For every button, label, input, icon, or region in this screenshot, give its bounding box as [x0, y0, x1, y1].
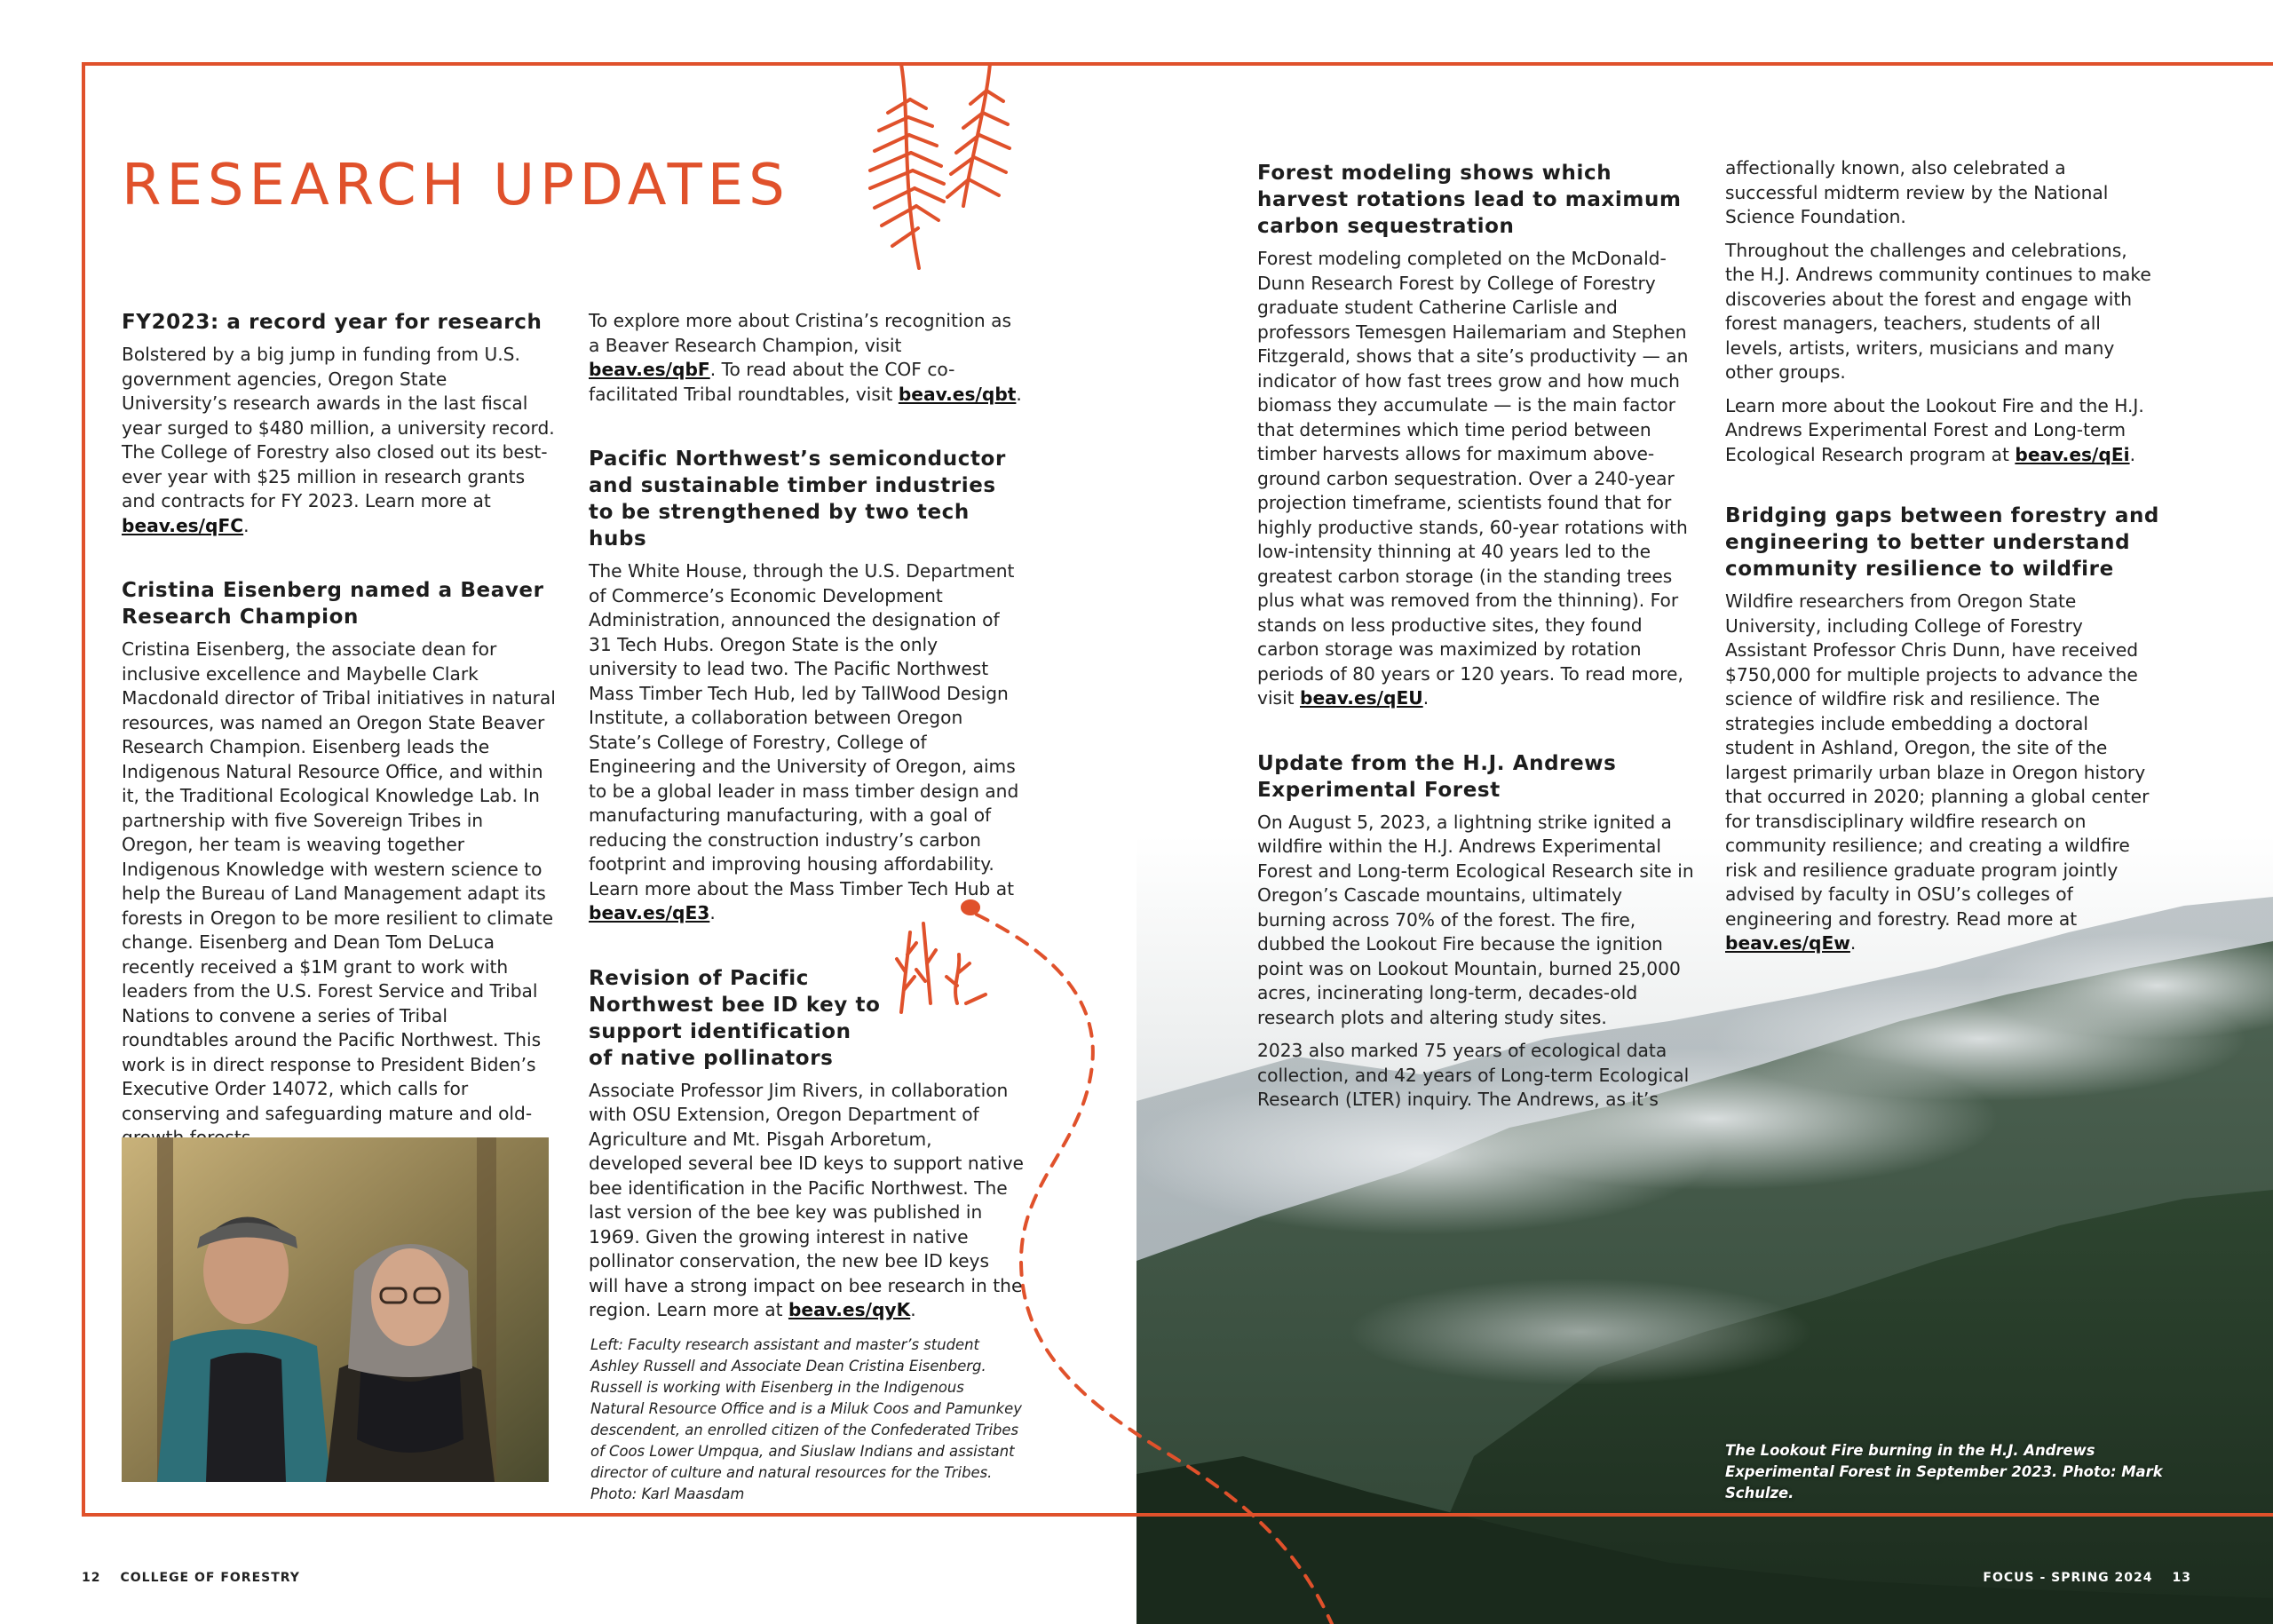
- modeling-body: Forest modeling completed on the McDonald-Dunn Research Forest by College of Forestry graduate student Catherine Carlisle and professors Temesgen Hailemariam and Stephen Fitzgerald, shows that a site’s productivity — an indicator of how fast trees grow and how much biomass they accumulate — is the main factor that determines which time period between timber harvests allows for maximum above-ground carbon sequestration. Over a 240-year projection timeframe, scientists found that for highly productive stands, 60-year rotations with low-intensity thinning at 40 years led to the greatest carbon storage (in the standing trees plus what was removed from the thinning). For stands on less productive sites, they found carbon storage was maximized by rotation periods of 80 years or 120 years. To read more, visit beav.es/qEU.: [1257, 248, 1689, 709]
- andrews-p3: affectionally known, also celebrated a successful midterm review by the National Science Foundation.: [1725, 157, 2109, 227]
- fy2023-heading: FY2023: a record year for research: [122, 311, 543, 334]
- page-number-left: 12: [82, 1571, 101, 1585]
- andrews-p5: Learn more about the Lookout Fire and the H.J. Andrews Experimental Forest and Long-term Ecological Research program at beav.es/qEi.: [1725, 394, 2144, 465]
- techhubs-body: The White House, through the U.S. Department of Commerce’s Economic Development Administration, announced the designation of 31 Tech Hubs. Oregon State is the only university to lead two. The Pacific Northwest Mass Timber Tech Hub, led by TallWood Design Institute, a collaboration between Oregon State’s College of Forestry, College of Engineering and the University of Oregon, aims to be a global leader in mass timber design and manufacturing manufacturing, with a goal of reducing the construction industry’s carbon footprint and improving housing affordability. Learn more about the Mass Timber Tech Hub at beav.es/qE3.: [589, 560, 1019, 923]
- footer-label-right: FOCUS - SPRING 2024: [1983, 1571, 2153, 1585]
- beekey-body: Associate Professor Jim Rivers, in collaboration with OSU Extension, Oregon Department of Agriculture and Mt. Pisgah Arboretum, developed several bee ID keys to support native bee identification in the Pacific Northwest. The last version of the bee key was published in 1969. Given the growing interest in native pollinator conservation, the new bee ID keys will have a strong impact on bee research in the region. Learn more at beav.es/qyK.: [589, 1079, 1024, 1320]
- andrews-p4: Throughout the challenges and celebrations, the H.J. Andrews community continues to make discoveries about the forest and engage with forest managers, teachers, students of all levels, artists, writers, musicians and many other groups.: [1725, 239, 2151, 383]
- techhubs-text: The White House, through the U.S. Department of Commerce’s Economic Development Administration, announced the designation of 31 Tech Hubs. Oregon State is the only university to lead two. The Pacific Northwest Mass Timber Tech Hub, led by TallWood Design Institute, a collaboration between Oregon State’s College of Forestry, College of Engineering and the University of Oregon, aims to be a global leader in mass timber design and manufacturing manufacturing, with a goal of reducing the construction industry’s carbon footprint and improving housing affordability. Learn more about the Mass Timber Tech Hub at: [589, 560, 1019, 899]
- footer-label-left: COLLEGE OF FORESTRY: [120, 1571, 300, 1585]
- andrews-p2: 2023 also marked 75 years of ecological data collection, and 42 years of Long-term Ecological Research (LTER) inquiry. The Andrews, as it’s: [1257, 1040, 1690, 1110]
- column-2: [589, 309, 1024, 1332]
- techhubs-link[interactable]: beav.es/qE3: [589, 902, 710, 923]
- beekey-heading: Revision of Pacific Northwest bee ID key to support identification of native pollinators: [589, 966, 881, 1070]
- eisenberg-link1[interactable]: beav.es/qbF: [589, 359, 710, 380]
- column-1: [122, 309, 557, 1160]
- fy2023-text: Bolstered by a big jump in funding from U.S. government agencies, Oregon State University’s research awards in the last fiscal year surged to $480 million, a university record. The College of Forestry also closed out its best-ever year with $25 million in research grants and contracts for FY 2023. Learn more at: [122, 344, 555, 511]
- eisenberg-cont2: To read about the COF co-facilitated Tribal roundtables, visit: [589, 359, 955, 405]
- modeling-text: Forest modeling completed on the McDonald-Dunn Research Forest by College of Forestry graduate student Catherine Carlisle and professors Temesgen Hailemariam and Stephen Fitzgerald, shows that a site’s productivity — an indicator of how fast trees grow and how much biomass they accumulate — is the main factor that determines which time period between timber harvests allows for maximum above-ground carbon sequestration. Over a 240-year projection timeframe, scientists found that for highly productive stands, 60-year rotations with low-intensity thinning at 40 years led to the greatest carbon storage (in the standing trees plus what was removed from the thinning). For stands on less productive sites, they found carbon storage was maximized by rotation periods of 80 years or 120 years. To read more, visit: [1257, 248, 1689, 709]
- page-title: RESEARCH UPDATES: [122, 153, 790, 218]
- photo-caption-left: Left: Faculty research assistant and master’s student Ashley Russell and Associate Dean Cristina Eisenberg. Russell is working with Eisenberg in the Indigenous Natural Resource Office and is a Miluk Coos and Pamunkey descendent, an enrolled citizen of the Confederated Tribes of Coos Lower Umpqua, and Siuslaw Indians and assistant director of culture and natural resources for the Tribes. Photo: Karl Maasdam: [590, 1336, 1022, 1502]
- footer-left: [82, 1571, 320, 1585]
- cedar-branch-icon: [821, 64, 1034, 273]
- eisenberg-link2[interactable]: beav.es/qbt: [898, 383, 1017, 405]
- beekey-text: Associate Professor Jim Rivers, in collaboration with OSU Extension, Oregon Department of Agriculture and Mt. Pisgah Arboretum, developed several bee ID keys to support native bee identification in the Pacific Northwest. The last version of the bee key was published in 1969. Given the growing interest in native pollinator conservation, the new bee ID keys will have a strong impact on bee research in the region. Learn more at: [589, 1079, 1024, 1320]
- column-3: [1257, 160, 1694, 1121]
- andrews-p1: On August 5, 2023, a lightning strike ignited a wildfire within the H.J. Andrews Experimental Forest and Long-term Ecological Research site in Oregon’s Cascade mountains, ultimately burning across 70% of the forest. The fire, dubbed the Lookout Fire because the ignition point was on Lookout Mountain, burned 25,000 acres, incinerating long-term, decades-old research plots and altering study sites.: [1257, 811, 1694, 1028]
- footer-right: [1963, 1571, 2191, 1585]
- techhubs-heading: Pacific Northwest’s semiconductor and sustainable timber industries to be strengthened by two tech hubs: [589, 448, 1006, 551]
- photo-caption-right: The Lookout Fire burning in the H.J. Andrews Experimental Forest in September 2023. Photo: Mark Schulze.: [1725, 1442, 2163, 1501]
- column-4: [1725, 156, 2162, 965]
- eisenberg-heading: Cristina Eisenberg named a Beaver Research Champion: [122, 579, 544, 629]
- fy2023-body: Bolstered by a big jump in funding from U.S. government agencies, Oregon State University’s research awards in the last fiscal year surged to $480 million, a university record. The College of Forestry also closed out its best-ever year with $25 million in research grants and contracts for FY 2023. Learn more at beav.es/qFC.: [122, 344, 555, 536]
- wildfire-link[interactable]: beav.es/qEw: [1725, 932, 1850, 954]
- eisenberg-cont: To explore more about Cristina’s recognition as a Beaver Research Champion, visit beav.es/qbF. To read about the COF co-facilitated Tribal roundtables, visit beav.es/qbt.: [589, 310, 1022, 405]
- eisenberg-cont1: To explore more about Cristina’s recognition as a Beaver Research Champion, visit: [589, 310, 1011, 356]
- modeling-heading: Forest modeling shows which harvest rotations lead to maximum carbon sequestration: [1257, 162, 1682, 238]
- andrews-link[interactable]: beav.es/qEi: [2015, 443, 2130, 465]
- wildfire-text: Wildfire researchers from Oregon State University, including College of Forestry Assistant Professor Chris Dunn, have received $750,000 for multiple projects to advance the science of wildfire risk and resilience. The strategies include embedding a doctoral student in Ashland, Oregon, the site of the largest primarily urban blaze in Oregon history that occurred in 2020; planning a global center for transdisciplinary wildfire research on community resilience; and creating a wildfire risk and resilience graduate program jointly advised by faculty in OSU’s colleges of engineering and forestry. Read more at: [1725, 590, 2150, 930]
- modeling-link[interactable]: beav.es/qEU: [1300, 687, 1423, 709]
- eisenberg-body: Cristina Eisenberg, the associate dean for inclusive excellence and Maybelle Clark Macdonald director of Tribal initiatives in natural resources, was named an Oregon State Beaver Research Champion. Eisenberg leads the Indigenous Natural Resource Office, and within it, the Traditional Ecological Knowledge Lab. In partnership with five Sovereign Tribes in Oregon, her team is weaving together Indigenous Knowledge with western science to help the Bureau of Land Management adapt its forests in Oregon to be more resilient to climate change. Eisenberg and Dean Tom DeLuca recently received a $1M grant to work with leaders from the U.S. Forest Service and Tribal Nations to convene a series of Tribal roundtables around the Pacific Northwest. This work is in direct response to President Biden’s Executive Order 14072, which calls for conserving and safeguarding mature and old-: [122, 638, 556, 1124]
- andrews-heading: Update from the H.J. Andrews Experimental Forest: [1257, 751, 1617, 802]
- andrews-p5-text: Learn more about the Lookout Fire and the H.J. Andrews Experimental Forest and Long-term Ecological Research program at: [1725, 394, 2144, 465]
- eisenberg-russell-photo: [122, 1137, 549, 1482]
- beekey-link[interactable]: beav.es/qyK: [788, 1299, 911, 1320]
- fy2023-link[interactable]: beav.es/qFC: [122, 514, 244, 536]
- wildfire-heading: Bridging gaps between forestry and engineering to better understand community resilience to wildfire: [1725, 504, 2159, 581]
- wildfire-body: Wildfire researchers from Oregon State University, including College of Forestry Assistant Professor Chris Dunn, have received $750,000 for multiple projects to advance the science of wildfire risk and resilience. The strategies include embedding a doctoral student in Ashland, Oregon, the site of the largest primarily urban blaze in Oregon history that occurred in 2020; planning a global center for transdisciplinary wildfire research on community resilience; and creating a wildfire risk and resilience graduate program jointly advised by faculty in OSU’s colleges of engineering and forestry. Read more at beav.es/qEw.: [1725, 590, 2150, 954]
- page-number-right: 13: [2172, 1571, 2191, 1585]
